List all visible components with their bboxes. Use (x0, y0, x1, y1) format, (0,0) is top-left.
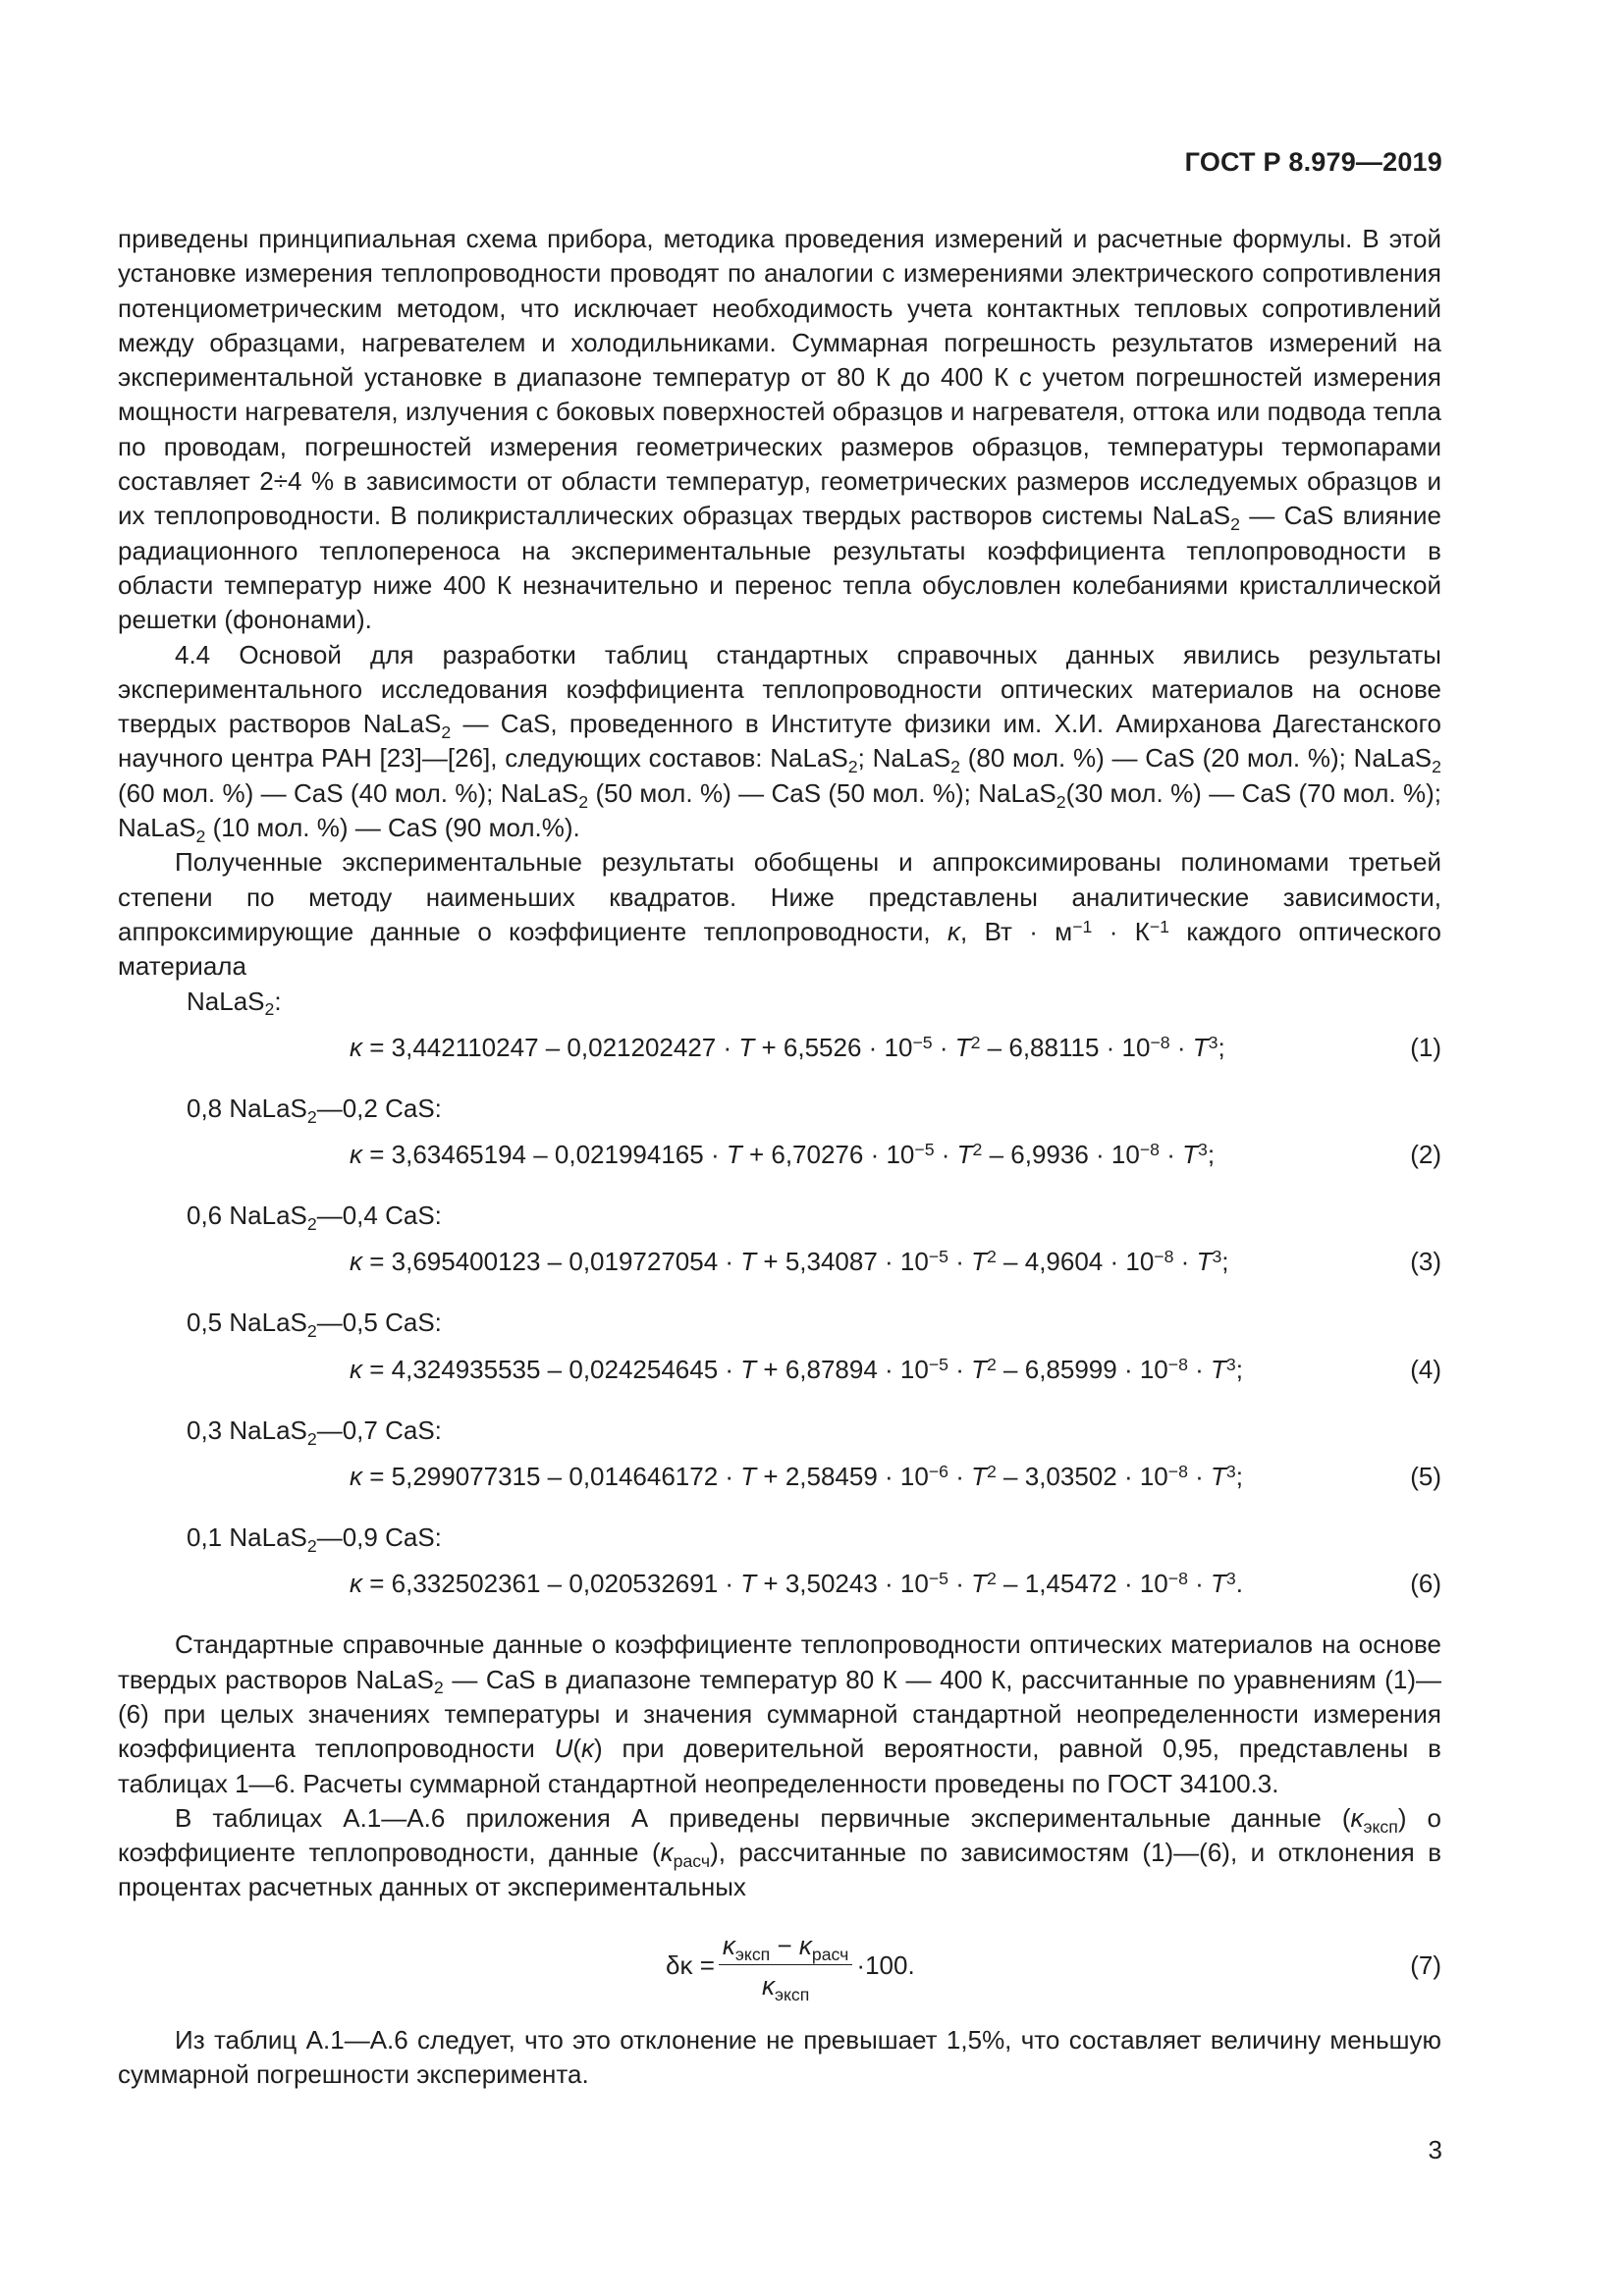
equation-number: (1) (1410, 1032, 1441, 1062)
text-run: · (947, 1569, 972, 1599)
exponent: 3 (1212, 1247, 1222, 1267)
text-run: ; (1207, 1140, 1216, 1170)
text-run: , Вт · м (960, 916, 1073, 946)
text-run: – 6,9936 · 10 (982, 1140, 1140, 1170)
equation-7-formula (666, 1919, 915, 2013)
text-run: – 6,85999 · 10 (996, 1354, 1168, 1384)
equation-formula (350, 1031, 1225, 1065)
exponent: −8 (1167, 1462, 1188, 1482)
composition-label (187, 1092, 1441, 1126)
paragraph-reference-data (118, 1628, 1441, 1800)
text-run: = 5,299077315 – 0,014646172 · (362, 1462, 741, 1492)
equation-formula (350, 1460, 1243, 1494)
equation-number: (6) (1410, 1569, 1441, 1599)
text-run: = 4,324935535 – 0,024254645 · (362, 1354, 741, 1384)
subscript: 2 (1432, 757, 1441, 777)
document-body (118, 222, 1441, 2092)
text-run: ) о коэффициенте теплопроводности, данные ( (118, 1802, 1441, 1868)
exponent: −5 (914, 1140, 935, 1160)
deviation-lhs: δκ = (666, 1950, 715, 1981)
equation-number: (2) (1410, 1140, 1441, 1170)
text-run: приведены принципиальная схема прибора, методика проведения измерений и расчетные формулы. В этой установке измерения теплопроводности проводят по аналогии с измерениями электрического сопротивления потенциометрическим методом, что исключает необходимость учета контактных тепловых сопротивлений между образцами, нагревателем и холодильниками. Суммарная погрешность результатов измерений на экспериментальной установке в диапазоне температур от 80 К до 400 К с учетом погрешностей измерения мощности нагревателя, излучения с боковых поверхностей образцов и нагревателя, оттока или подвода тепла по проводам, погрешностей измерения геометрических размеров образцов, температуры термопарами составляет 2÷4 % в зависимости от области температур, геометрических размеров исследуемых образцов и их теплопроводности. В поликристаллических образцах твердых растворов системы NaLaS (118, 224, 1441, 531)
minus-sign: − (770, 1931, 799, 1961)
exponent: −8 (1154, 1247, 1174, 1267)
text-run: ), рассчитанные по зависимостям (1)—(6), и отклонения в процентах расчетных данных от экспериментальных (118, 1838, 1442, 1902)
temperature-symbol: T (971, 1569, 987, 1599)
equation-row (118, 1138, 1441, 1185)
equation-formula (350, 1245, 1229, 1279)
subscript: эксп (774, 1985, 810, 2005)
kappa-symbol: κ (660, 1838, 674, 1868)
kappa-symbol: κ (761, 1971, 775, 2002)
text-run: 0,5 NaLaS (187, 1308, 307, 1338)
text-run: · К (1092, 916, 1150, 946)
text-run: ; (1218, 1032, 1225, 1062)
exponent: 3 (1198, 1140, 1208, 1160)
text-run: = 3,695400123 – 0,019727054 · (362, 1247, 741, 1277)
text-run: · (947, 1247, 972, 1277)
text-run: — CaS в диапазоне температур 80 К — 400 К, рассчитанные по уравнениям (1)—(6) при целых значениях температуры и значения суммарной стандартной неопределенности измерения коэффициента теплопроводности (118, 1664, 1441, 1764)
text-run: · (1187, 1354, 1212, 1384)
kappa-symbol: κ (722, 1931, 735, 1961)
text-run: В таблицах А.1—А.6 приложения А приведены первичные экспериментальные данные ( (175, 1802, 1351, 1833)
text-run: · (1173, 1247, 1197, 1277)
subscript: 2 (306, 1321, 317, 1342)
exponent: −8 (1150, 1032, 1170, 1052)
text-run: · (934, 1140, 957, 1170)
text-run: · (1187, 1462, 1212, 1492)
exponent: 2 (986, 1462, 997, 1482)
equation-formula (350, 1567, 1243, 1601)
subscript: расч (811, 1945, 849, 1965)
text-run: (50 мол. %) — CaS (50 мол. %); NaLaS (588, 777, 1056, 808)
subscript: 2 (1230, 514, 1240, 535)
exponent: −8 (1167, 1569, 1188, 1589)
document-standard-header: ГОСТ Р 8.979—2019 (1184, 147, 1442, 177)
text-run: – 3,03502 · 10 (996, 1462, 1168, 1492)
exponent: −5 (928, 1569, 948, 1589)
text-run: (60 мол. %) — CaS (40 мол. %); NaLaS (118, 777, 579, 808)
page-number: 3 (1428, 2135, 1442, 2164)
text-run: 4.4 Основой для разработки таблиц стандартных справочных данных явились результаты экспериментального исследования коэффициента теплопроводности оптических материалов на основе твердых растворов NaLaS (118, 639, 1441, 739)
temperature-symbol: T (1211, 1354, 1226, 1384)
kappa-symbol: κ (350, 1569, 362, 1599)
subscript: 2 (306, 1213, 317, 1234)
kappa-symbol: κ (350, 1462, 362, 1492)
equation-row (118, 1460, 1441, 1507)
equation-number: (4) (1410, 1354, 1441, 1384)
subscript: расч (673, 1850, 711, 1871)
text-run: ; (1221, 1247, 1229, 1277)
text-run: + 5,34087 · 10 (756, 1247, 929, 1277)
fraction (719, 1929, 853, 2005)
text-run: + 6,70276 · 10 (741, 1140, 915, 1170)
exponent: 3 (1208, 1032, 1218, 1052)
temperature-symbol: T (954, 1032, 971, 1062)
composition-label (187, 1199, 1441, 1233)
exponent: −5 (912, 1032, 933, 1052)
temperature-symbol: T (971, 1354, 987, 1384)
temperature-symbol: T (740, 1354, 757, 1384)
text-run: ; NaLaS (857, 743, 951, 774)
equation-row (118, 1353, 1441, 1400)
text-run: 0,3 NaLaS (187, 1415, 307, 1445)
exponent: −5 (928, 1247, 948, 1267)
composition-label (187, 1306, 1441, 1340)
text-run: – 6,88115 · 10 (980, 1032, 1151, 1062)
exponent: 2 (986, 1247, 997, 1267)
kappa-symbol: κ (1350, 1802, 1364, 1833)
text-run: + 3,50243 · 10 (756, 1569, 929, 1599)
text-run: —0,7 CaS: (316, 1415, 442, 1445)
subscript: 2 (433, 1678, 444, 1698)
subscript: эксп (1363, 1816, 1398, 1837)
text-run: ; (1235, 1462, 1243, 1492)
temperature-symbol: T (1211, 1569, 1226, 1599)
paragraph-4-4 (118, 638, 1441, 846)
superscript: −1 (1072, 916, 1093, 936)
temperature-symbol: T (971, 1247, 987, 1277)
paragraph-method-description (118, 222, 1441, 638)
text-run: = 3,63465194 – 0,021994165 · (362, 1140, 727, 1170)
subscript: 2 (306, 1535, 317, 1556)
exponent: −8 (1139, 1140, 1160, 1160)
subscript: 2 (847, 757, 858, 777)
text-run: · (1187, 1569, 1212, 1599)
temperature-symbol: T (1196, 1247, 1213, 1277)
paragraph-conclusion (118, 2023, 1441, 2093)
text-run: + 2,58459 · 10 (756, 1462, 929, 1492)
text-run: —0,4 CaS: (316, 1201, 442, 1231)
text-run: = 6,332502361 – 0,020532691 · (362, 1569, 741, 1599)
text-run: 0,1 NaLaS (187, 1522, 307, 1553)
exponent: 3 (1225, 1569, 1236, 1589)
text-run: + 6,87894 · 10 (756, 1354, 929, 1384)
text-run: – 4,9604 · 10 (996, 1247, 1155, 1277)
temperature-symbol: T (971, 1462, 987, 1492)
equation-formula (350, 1353, 1243, 1387)
subscript: 2 (264, 999, 275, 1020)
text-run: (10 мол. %) — CaS (90 мол.%). (205, 813, 580, 843)
text-run: 0,8 NaLaS (187, 1093, 307, 1123)
text-run: ) при доверительной вероятности, равной 0,95, представлены в таблицах 1—6. Расчеты суммарной стандартной неопределенности проведены по ГОСТ 34100.3. (118, 1734, 1441, 1798)
equation-number: (3) (1410, 1247, 1441, 1277)
text-run: —0,9 CaS: (316, 1522, 442, 1553)
text-run: 0,6 NaLaS (187, 1201, 307, 1231)
exponent: −5 (928, 1354, 948, 1374)
text-run: ( (572, 1734, 582, 1764)
paragraph-approximation (118, 845, 1441, 984)
exponent: 2 (970, 1032, 981, 1052)
text-run: : (274, 986, 282, 1016)
text-run: Полученные экспериментальные результаты обобщены и аппроксимированы полиномами третьей степени по методу наименьших квадратов. Ниже представлены аналитические зависимости, аппроксимирующие данные о коэффициенте теплопроводности, (118, 847, 1441, 946)
exponent: 2 (986, 1569, 997, 1589)
text-run: · (1169, 1032, 1193, 1062)
subscript: 2 (441, 721, 452, 742)
text-run: · (947, 1462, 972, 1492)
fraction-numerator (719, 1929, 853, 1965)
equation-list (118, 985, 1441, 1615)
equation-number: (5) (1410, 1462, 1441, 1492)
equation-7-row (118, 1919, 1441, 2013)
temperature-symbol: T (726, 1140, 742, 1170)
text-run: Стандартные справочные данные о коэффициенте теплопроводности оптических материалов на основе твердых растворов NaLaS (118, 1629, 1441, 1694)
equation-formula (350, 1138, 1215, 1172)
kappa-symbol: κ (798, 1931, 812, 1961)
temperature-symbol: T (738, 1032, 755, 1062)
text-run: —0,5 CaS: (316, 1308, 442, 1338)
kappa-symbol: κ (350, 1247, 362, 1277)
exponent: 3 (1225, 1354, 1236, 1374)
text-run: · (947, 1354, 972, 1384)
kappa-symbol: κ (350, 1354, 362, 1384)
exponent: −8 (1167, 1354, 1188, 1374)
subscript: 2 (950, 757, 960, 777)
equation-row (118, 1031, 1441, 1078)
temperature-symbol: T (1192, 1032, 1209, 1062)
equation-number: (7) (1410, 1949, 1441, 1980)
uncertainty-symbol: U (554, 1734, 573, 1764)
kappa-symbol: κ (581, 1734, 595, 1764)
exponent: −6 (928, 1462, 948, 1482)
temperature-symbol: T (956, 1140, 973, 1170)
fraction-denominator (761, 1965, 810, 2005)
subscript: 2 (306, 1106, 317, 1127)
composition-label (187, 1521, 1441, 1555)
temperature-symbol: T (740, 1462, 757, 1492)
text-run: каждого оптического материала (118, 916, 1441, 982)
subscript: 2 (1056, 791, 1066, 812)
equation-row (118, 1245, 1441, 1292)
text-run: — CaS, проведенного в Институте физики им. Х.И. Амирханова Дагестанского научного центра РАН [23]—[26], следующих составов: NaLaS (118, 709, 1441, 774)
text-run: —0,2 CaS: (316, 1093, 442, 1123)
kappa-symbol: κ (350, 1140, 362, 1170)
subscript: 2 (195, 826, 206, 846)
multiplier: ·100. (856, 1950, 915, 1981)
composition-label (187, 1414, 1441, 1448)
exponent: 2 (986, 1354, 997, 1374)
text-run: + 6,5526 · 10 (754, 1032, 913, 1062)
text-run: (80 мол. %) — CaS (20 мол. %); NaLaS (959, 743, 1433, 774)
temperature-symbol: T (1182, 1140, 1198, 1170)
text-run: ; (1235, 1354, 1243, 1384)
subscript: эксп (734, 1945, 771, 1965)
temperature-symbol: T (740, 1247, 757, 1277)
text-run: = 3,442110247 – 0,021202427 · (362, 1032, 739, 1062)
subscript: 2 (578, 791, 589, 812)
text-run: Из таблиц А.1—А.6 следует, что это отклонение не превышает 1,5%, что составляет величину меньшую суммарной погрешности эксперимента. (118, 2024, 1441, 2089)
composition-label (187, 985, 1441, 1019)
subscript: 2 (306, 1428, 317, 1449)
paragraph-tables-a (118, 1801, 1441, 1905)
text-run: (30 мол. %) — CaS (70 мол. %); NaLaS (118, 777, 1441, 843)
text-run: . (1235, 1569, 1243, 1599)
temperature-symbol: T (1211, 1462, 1226, 1492)
text-run: – 1,45472 · 10 (996, 1569, 1168, 1599)
text-run: — CaS влияние радиационного теплопереноса на экспериментальные результаты коэффициента теплопроводности в области температур ниже 400 К незначительно и перенос тепла обусловлен колебаниями кристаллической решетки (фононами). (118, 501, 1441, 635)
exponent: 2 (972, 1140, 983, 1160)
text-run: · (932, 1032, 955, 1062)
equation-row (118, 1567, 1441, 1614)
text-run: NaLaS (187, 986, 265, 1016)
superscript: −1 (1149, 916, 1169, 936)
text-run: · (1160, 1140, 1183, 1170)
kappa-symbol: κ (947, 916, 960, 946)
kappa-symbol: κ (350, 1032, 362, 1062)
temperature-symbol: T (740, 1569, 757, 1599)
exponent: 3 (1225, 1462, 1236, 1482)
